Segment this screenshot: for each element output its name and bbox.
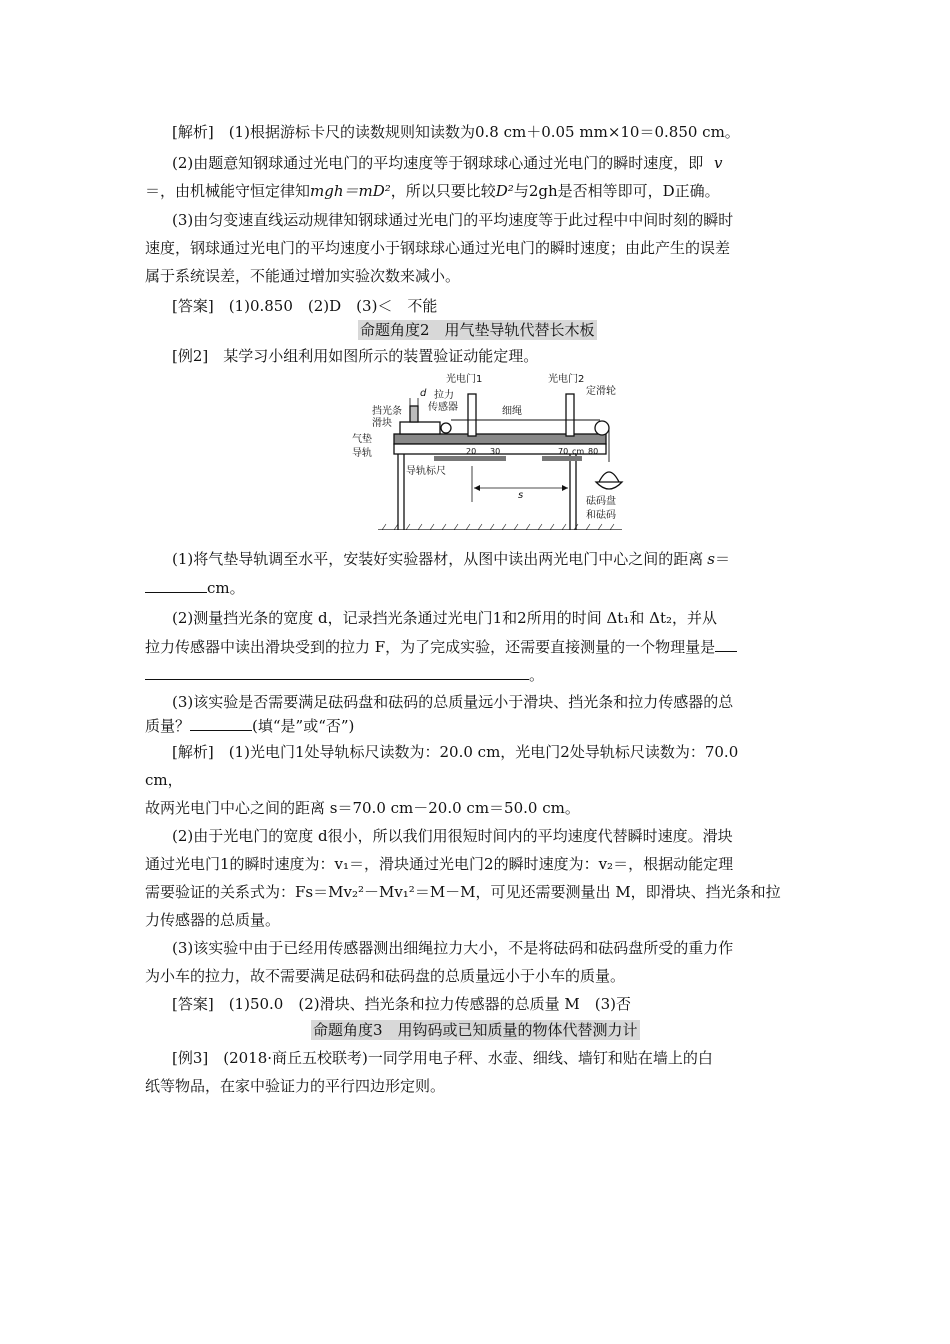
question-2-line3	[145, 665, 544, 685]
fig-tick-20: 20	[466, 447, 477, 456]
example-2: [例2] 某学习小组利用如图所示的装置验证动能定理。	[172, 347, 539, 365]
fig-weight1: 砝码盘	[586, 496, 616, 507]
fig-tick-70: 70	[558, 447, 569, 456]
fig-pulley: 定滑轮	[586, 386, 616, 397]
analysis-2-line2	[145, 181, 720, 201]
analysis-3-line2: 速度，钢球通过光电门的平均速度小于钢球球心通过光电门的瞬时速度；由此产生的误差	[145, 239, 731, 257]
apparatus-figure	[342, 370, 632, 530]
solution-3-line1: (3)该实验中由于已经用传感器测出细绳拉力大小，不是将砝码和砝码盘所受的重力作	[172, 939, 734, 957]
question-3-line2	[145, 716, 354, 736]
analysis-2-text4: 与2gh是否相等即可，D正确。	[513, 182, 720, 200]
fig-weight2: 和砝码	[586, 510, 616, 521]
question-1-text: (1)将气垫导轨调至水平，安装好实验器材，从图中读出两光电门中心之间的距离	[172, 550, 704, 568]
question-2-line1: (2)测量挡光条的宽度 d，记录挡光条通过光电门1和2所用的时间 Δt₁和 Δt₂，并从	[172, 609, 717, 627]
question-2-end: 。	[529, 666, 545, 684]
answer-blank-2a[interactable]	[715, 637, 737, 652]
fig-pull1: 拉力	[434, 390, 454, 401]
question-1-line2	[145, 578, 245, 598]
solution-2-line2: 通过光电门1的瞬时速度为：v₁＝，滑块通过光电门2的瞬时速度为：v₂＝，根据动能定理	[145, 855, 734, 873]
equals-sign: ＝	[714, 550, 730, 568]
answer-1: [答案] (1)0.850 (2)D (3)＜ 不能	[172, 297, 438, 315]
solution-2-line1: (2)由于光电门的宽度 d很小，所以我们用很短时间内的平均速度代替瞬时速度。滑块	[172, 827, 733, 845]
fig-tick-cm: cm	[572, 447, 585, 456]
fig-tick-80: 80	[588, 447, 599, 456]
answer-blank-3[interactable]	[190, 716, 252, 731]
fig-d: d	[420, 388, 427, 399]
solution-1-line1: [解析] (1)光电门1处导轨标尺读数为：20.0 cm，光电门2处导轨标尺读数为：70.0	[172, 743, 739, 761]
answer-2: [答案] (1)50.0 (2)滑块、挡光条和拉力传感器的总质量 M (3)否	[172, 995, 631, 1013]
analysis-2-text3: ，所以只要比较	[390, 182, 496, 200]
analysis-2-line1	[172, 153, 723, 173]
fig-air1: 气垫	[352, 434, 372, 445]
fig-tick-30: 30	[490, 447, 501, 456]
solution-2-line3: 需要验证的关系式为：Fs＝Mv₂²－Mv₁²＝M－M，可见还需要测量出 M，即滑块、挡光条和拉	[145, 883, 781, 901]
fig-ruler: 导轨标尺	[406, 466, 446, 477]
example-3-line1: [例3] (2018·商丘五校联考)一同学用电子秤、水壶、细线、墙钉和贴在墙上的白	[172, 1049, 713, 1067]
analysis-1: [解析] (1)根据游标卡尺的读数规则知读数为0.8 cm＋0.05 mm×10＝0.850 cm。	[172, 123, 740, 141]
fig-s: s	[518, 490, 524, 501]
fig-gate1: 光电门1	[446, 374, 483, 385]
unit-cm: cm。	[207, 579, 245, 597]
fig-air2: 导轨	[352, 448, 372, 459]
fig-gate2: 光电门2	[548, 374, 585, 385]
var-v: v	[714, 154, 723, 172]
fig-slider: 滑块	[372, 418, 392, 429]
solution-1-line2: cm，	[145, 771, 183, 789]
energy-equation: mgh＝mD²	[310, 182, 391, 200]
answer-blank-1[interactable]	[145, 578, 207, 593]
answer-blank-2b[interactable]	[145, 665, 529, 680]
solution-2-line4: 力传感器的总质量。	[145, 911, 281, 929]
question-2-line2	[145, 637, 737, 657]
question-2-text: 拉力传感器中读出滑块受到的拉力 F，为了完成实验，还需要直接测量的一个物理量是	[145, 638, 716, 656]
analysis-2-text: (2)由题意知钢球通过光电门的平均速度等于钢球球心通过光电门的瞬时速度，即	[172, 154, 704, 172]
heading-angle-3: 命题角度3 用钩码或已知质量的物体代替测力计	[313, 1021, 638, 1039]
example-3-line2: 纸等物品，在家中验证力的平行四边形定则。	[145, 1077, 446, 1095]
analysis-3-line3: 属于系统误差，不能通过增加实验次数来减小。	[145, 267, 461, 285]
analysis-3-line1: (3)由匀变速直线运动规律知钢球通过光电门的平均速度等于此过程中中间时刻的瞬时	[172, 211, 734, 229]
fig-shade: 挡光条	[372, 406, 402, 417]
analysis-2-text2: ＝，由机械能守恒定律知	[145, 182, 311, 200]
heading-angle-2: 命题角度2 用气垫导轨代替长木板	[360, 321, 595, 339]
var-s: s	[707, 550, 715, 568]
fig-rope: 细绳	[502, 406, 522, 417]
solution-1-line3: 故两光电门中心之间的距离 s＝70.0 cm－20.0 cm＝50.0 cm。	[145, 799, 580, 817]
question-1-line1	[172, 549, 730, 569]
solution-3-line2: 为小车的拉力，故不需要满足砝码和砝码盘的总质量远小于小车的质量。	[145, 967, 626, 985]
fig-pull2: 传感器	[428, 402, 458, 413]
question-3-text: 质量？	[145, 717, 191, 735]
question-3-tail: (填“是”或“否”)	[252, 717, 355, 735]
var-d2: D²	[495, 182, 514, 200]
question-3-line1: (3)该实验是否需要满足砝码盘和砝码的总质量远小于滑块、挡光条和拉力传感器的总	[172, 693, 734, 711]
